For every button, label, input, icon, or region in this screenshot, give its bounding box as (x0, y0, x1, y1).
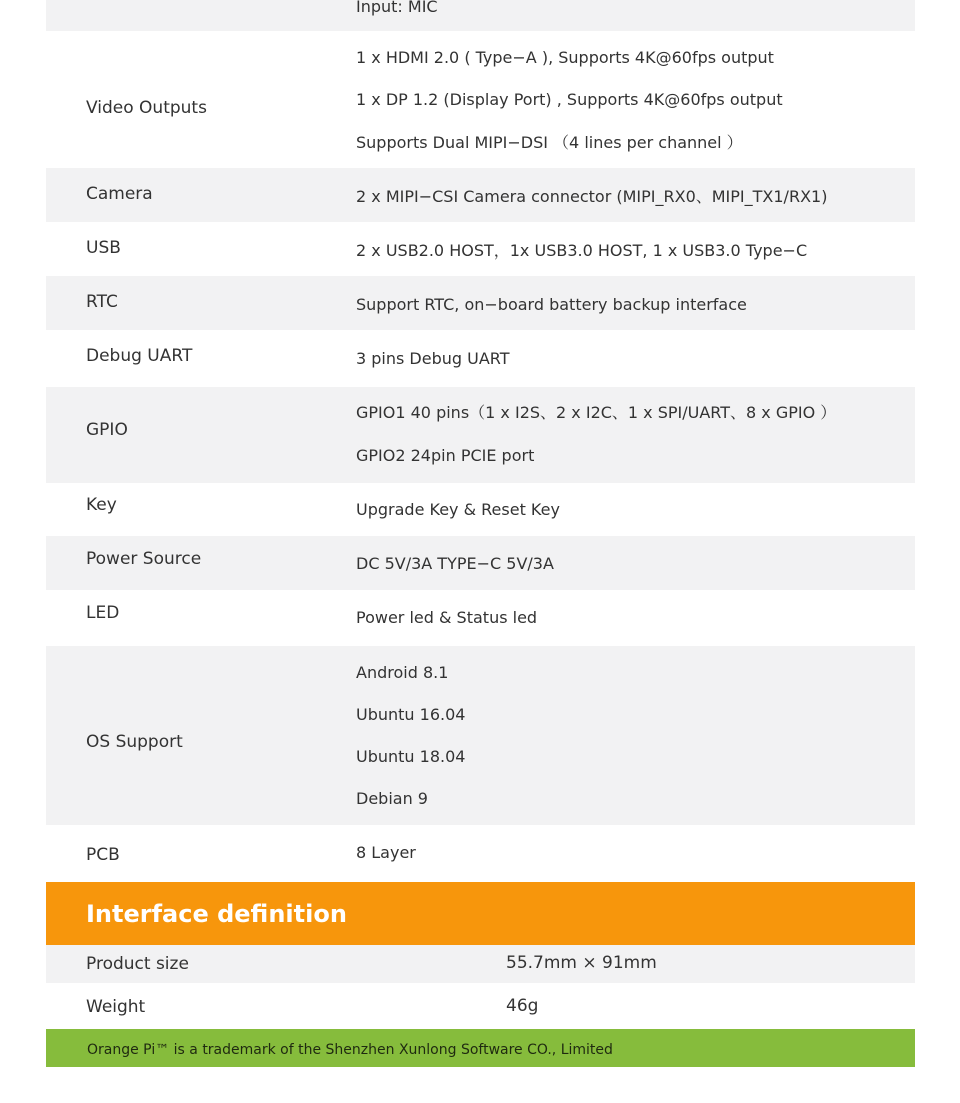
spec-row-usb (46, 222, 915, 276)
interface-value: 46g (506, 996, 539, 1016)
spec-row-os-support (46, 646, 915, 825)
spec-row-led (46, 590, 915, 646)
section-title: Interface definition (86, 900, 347, 928)
spec-value: Ubuntu 18.04 (356, 747, 466, 766)
spec-value: DC 5V/3A TYPE−C 5V/3A (356, 554, 554, 573)
spec-row-key (46, 483, 915, 536)
interface-value: 55.7mm × 91mm (506, 953, 657, 973)
spec-label: Power Source (86, 549, 202, 569)
spec-row-audio-partial (46, 0, 915, 31)
spec-row-camera (46, 168, 915, 222)
spec-value: 1 x HDMI 2.0 ( Type−A ), Supports 4K@60fps output (356, 48, 774, 67)
spec-value: 1 x DP 1.2 (Display Port) , Supports 4K@60fps output (356, 90, 783, 109)
spec-value: 2 x MIPI−CSI Camera connector (MIPI_RX0、MIPI_TX1/RX1) (356, 187, 828, 206)
spec-value: Android 8.1 (356, 663, 449, 682)
spec-label: Key (86, 495, 117, 515)
interface-row-product-size (46, 945, 915, 983)
interface-row-weight (46, 983, 915, 1029)
spec-value: Supports Dual MIPI−DSI （4 lines per channel ） (356, 133, 743, 152)
spec-label: OS Support (86, 732, 183, 752)
interface-label: Product size (86, 954, 189, 974)
spec-label: GPIO (86, 420, 128, 440)
interface-definition-header (46, 882, 915, 945)
spec-row-gpio (46, 387, 915, 483)
spec-row-rtc (46, 276, 915, 330)
spec-value: Debian 9 (356, 789, 428, 808)
spec-label: PCB (86, 845, 120, 865)
spec-value: GPIO1 40 pins（1 x I2S、2 x I2C、1 x SPI/UART、8 x GPIO ） (356, 403, 837, 422)
spec-value: Power led & Status led (356, 608, 538, 627)
trademark-note: Orange Pi™ is a trademark of the Shenzhen Xunlong Software CO., Limited (87, 1042, 613, 1058)
spec-row-pcb (46, 825, 915, 882)
spec-value: Input: MIC (356, 0, 438, 16)
spec-label: LED (86, 603, 120, 623)
spec-value: GPIO2 24pin PCIE port (356, 446, 535, 465)
spec-row-video-outputs (46, 31, 915, 168)
spec-label: RTC (86, 292, 118, 312)
spec-label: Camera (86, 184, 153, 204)
spec-value: Upgrade Key & Reset Key (356, 500, 560, 519)
spec-value: Ubuntu 16.04 (356, 705, 466, 724)
spec-label: Video Outputs (86, 98, 207, 118)
spec-label: Debug UART (86, 346, 193, 366)
interface-label: Weight (86, 997, 146, 1017)
spec-value: 8 Layer (356, 843, 416, 862)
spec-row-debug-uart (46, 330, 915, 387)
spec-value: Support RTC, on−board battery backup interface (356, 295, 747, 314)
spec-value: 2 x USB2.0 HOST，1x USB3.0 HOST, 1 x USB3.0 Type−C (356, 241, 808, 260)
trademark-footer (46, 1029, 915, 1067)
spec-row-power-source (46, 536, 915, 590)
spec-label: USB (86, 238, 121, 258)
spec-value: 3 pins Debug UART (356, 349, 510, 368)
